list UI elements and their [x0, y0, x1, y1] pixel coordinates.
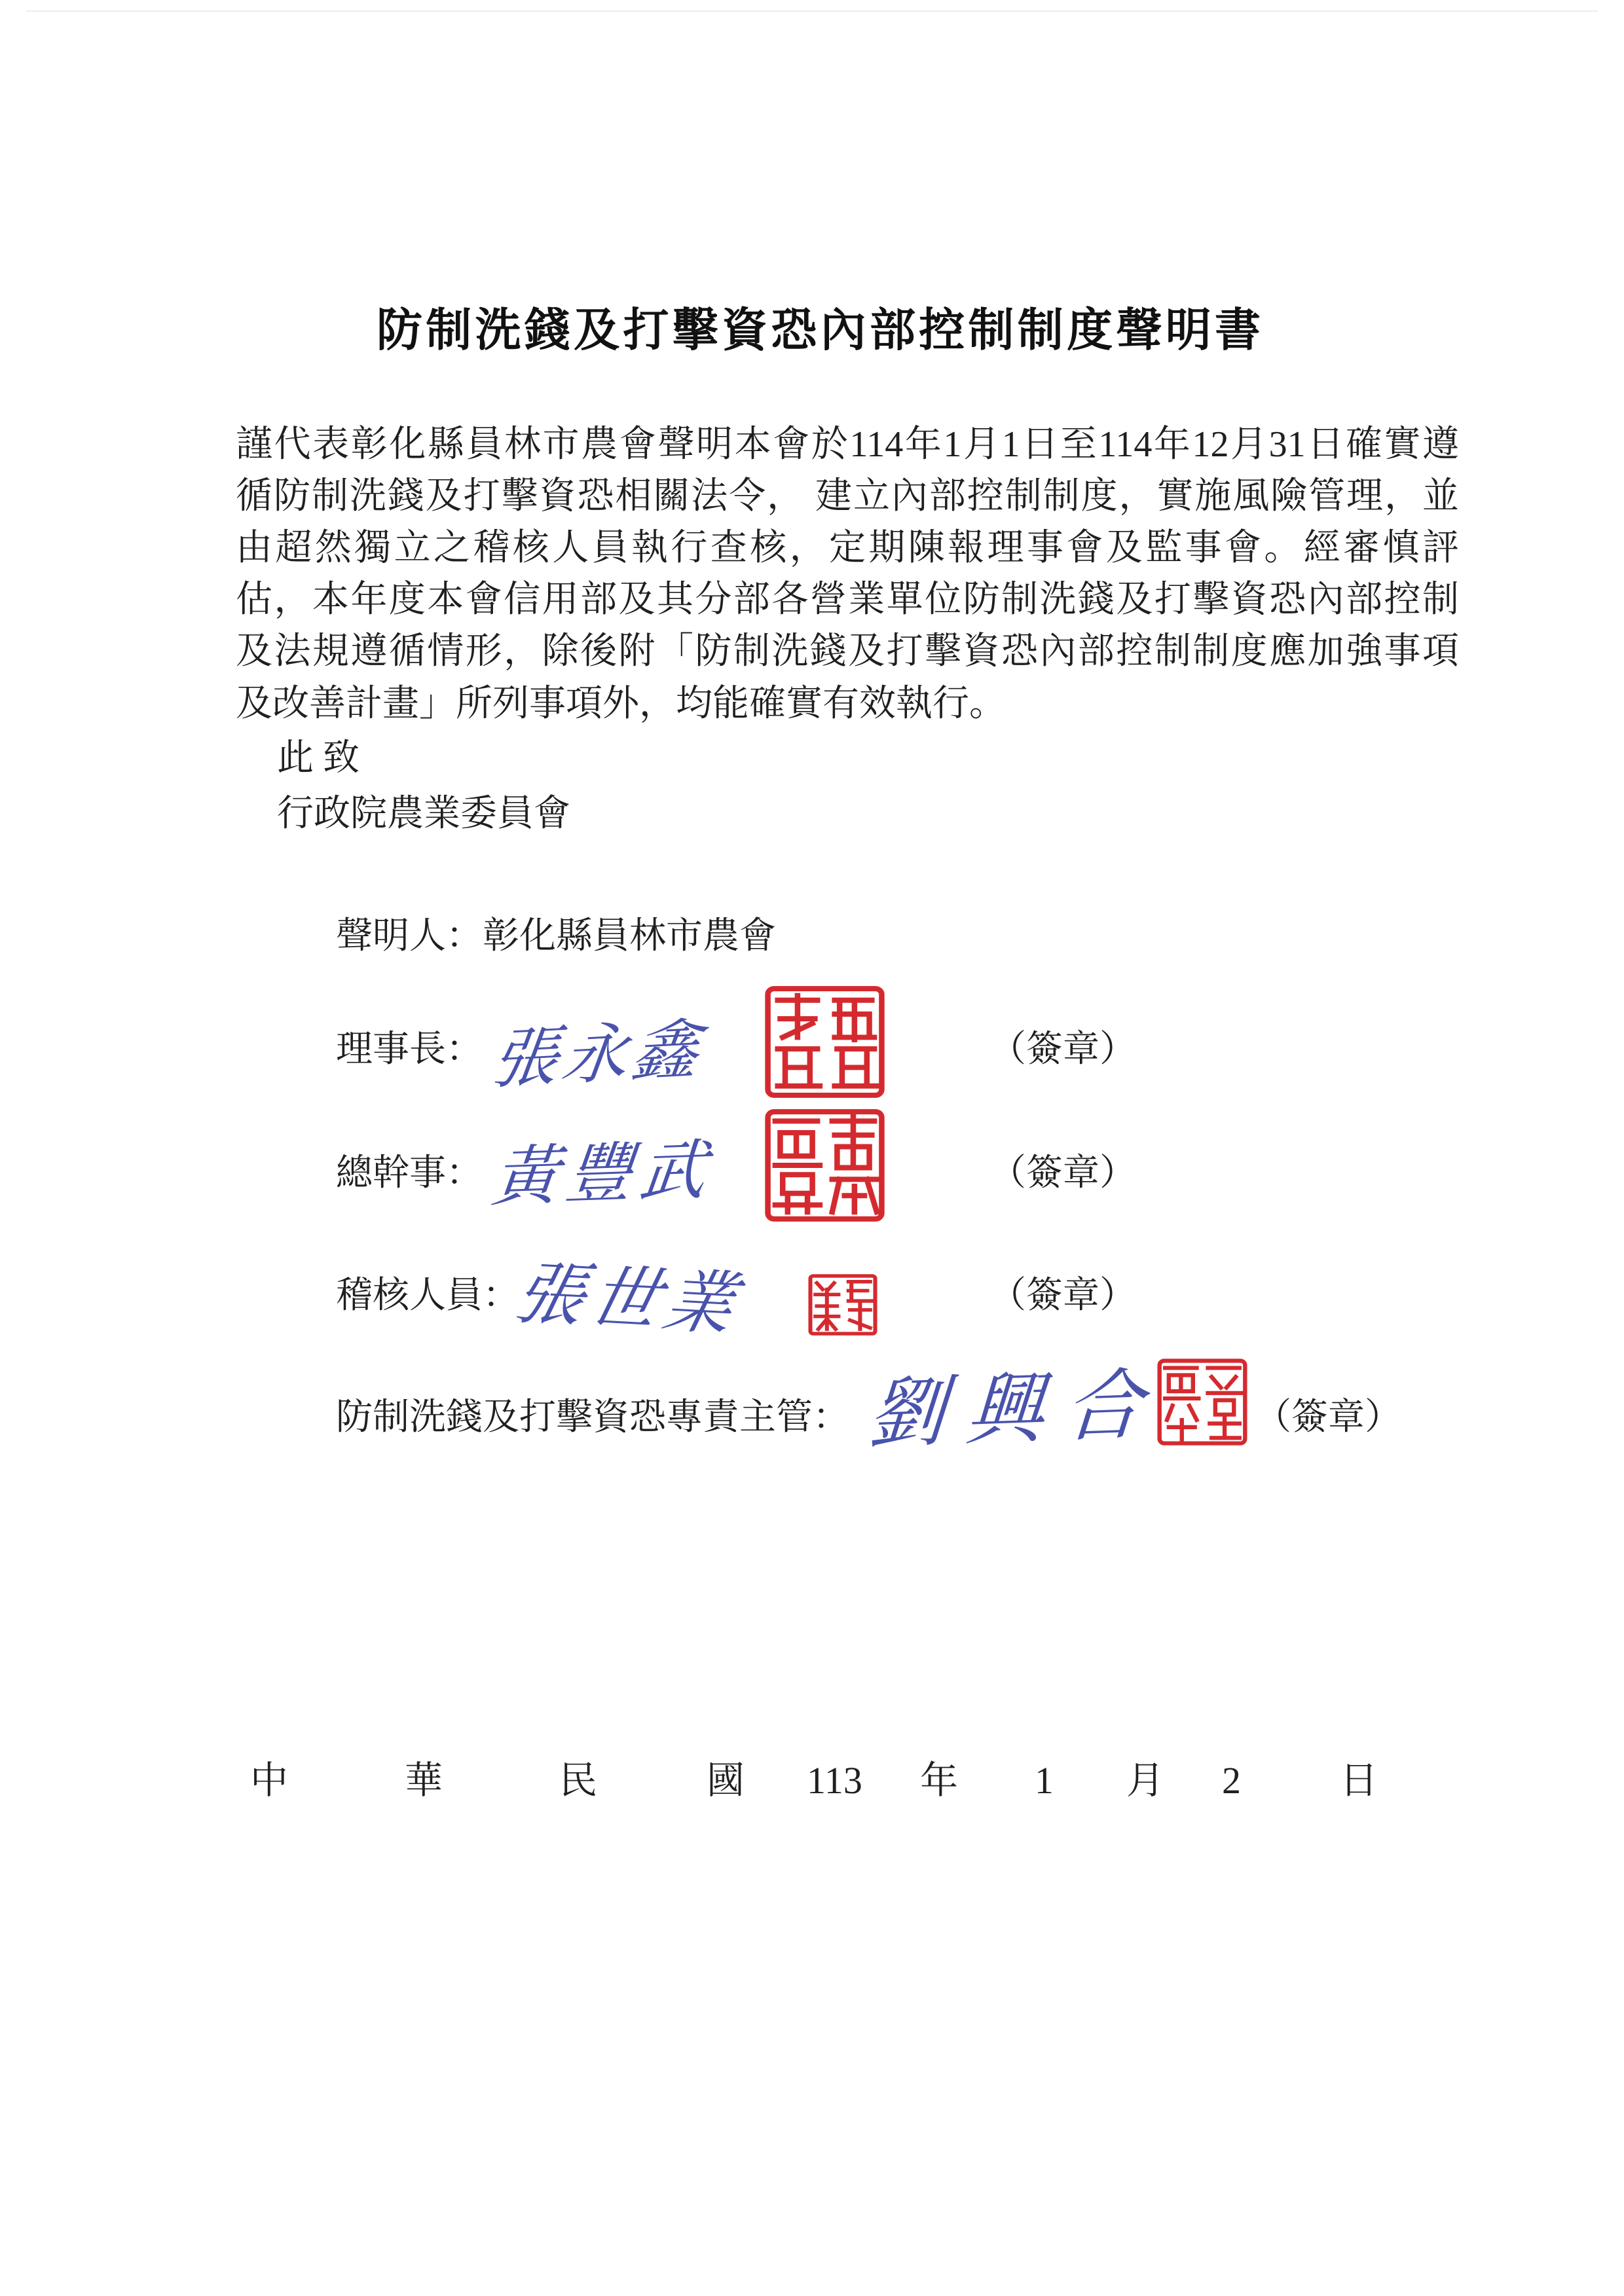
sign-note-general-manager: （簽章） — [989, 1153, 1136, 1194]
date-year-unit: 年 — [920, 1759, 959, 1802]
date-era-char-2: 華 — [405, 1759, 443, 1802]
date-era-char-4: 國 — [707, 1759, 745, 1802]
signature-auditor: 張世業 — [507, 1253, 750, 1345]
seal-stamp-auditor — [807, 1273, 879, 1337]
salutation: 此 致 — [277, 738, 360, 778]
body-line-2: 循防制洗錢及打擊資恐相關法令， 建立內部控制制度，實施風險管理，並 — [236, 476, 1459, 517]
seal-stamp-chairman — [763, 984, 887, 1100]
declarant: 聲明人：彰化縣員林市農會 — [336, 916, 776, 957]
signature-general-manager: 黃豐武 — [489, 1131, 718, 1216]
document-title: 防制洗錢及打擊資恐內部控制制度聲明書 — [377, 303, 1261, 357]
body-line-5: 及法規遵循情形，除後附「防制洗錢及打擊資恐內部控制制度應加強事項 — [236, 631, 1459, 672]
date-day-unit: 日 — [1340, 1759, 1378, 1802]
date-day: 2 — [1222, 1759, 1241, 1802]
date-year: 113 — [807, 1759, 862, 1802]
body-line-6: 及改善計畫」所列事項外，均能確實有效執行。 — [236, 683, 1006, 724]
sign-note-aml-officer: （簽章） — [1255, 1397, 1401, 1438]
recipient: 行政院農業委員會 — [277, 793, 570, 834]
scan-edge-line — [26, 10, 1598, 12]
sign-note-auditor: （簽章） — [989, 1275, 1136, 1316]
role-label-auditor: 稽核人員： — [336, 1275, 519, 1316]
body-line-3: 由超然獨立之稽核人員執行查核，定期陳報理事會及監事會。經審慎評 — [236, 528, 1459, 568]
seal-stamp-aml-officer — [1156, 1357, 1249, 1447]
body-line-4: 估，本年度本會信用部及其分部各營業單位防制洗錢及打擊資恐內部控制 — [236, 579, 1459, 620]
sign-note-chairman: （簽章） — [989, 1029, 1136, 1070]
body-line-1: 謹代表彰化縣員林市農會聲明本會於114年1月1日至114年12月31日確實遵 — [236, 424, 1460, 465]
role-label-aml-officer: 防制洗錢及打擊資恐專責主管： — [336, 1397, 849, 1438]
date-era-char-3: 民 — [559, 1759, 598, 1802]
seal-stamp-general-manager — [763, 1107, 887, 1224]
date-month-unit: 月 — [1126, 1759, 1165, 1802]
date-era-char-1: 中 — [250, 1759, 289, 1802]
date-month: 1 — [1035, 1759, 1054, 1802]
signature-chairman: 張永鑫 — [487, 1010, 707, 1099]
signature-aml-officer: 劉興合 — [864, 1358, 1167, 1459]
role-label-chairman: 理事長： — [336, 1029, 483, 1070]
role-label-general-manager: 總幹事： — [336, 1153, 483, 1194]
